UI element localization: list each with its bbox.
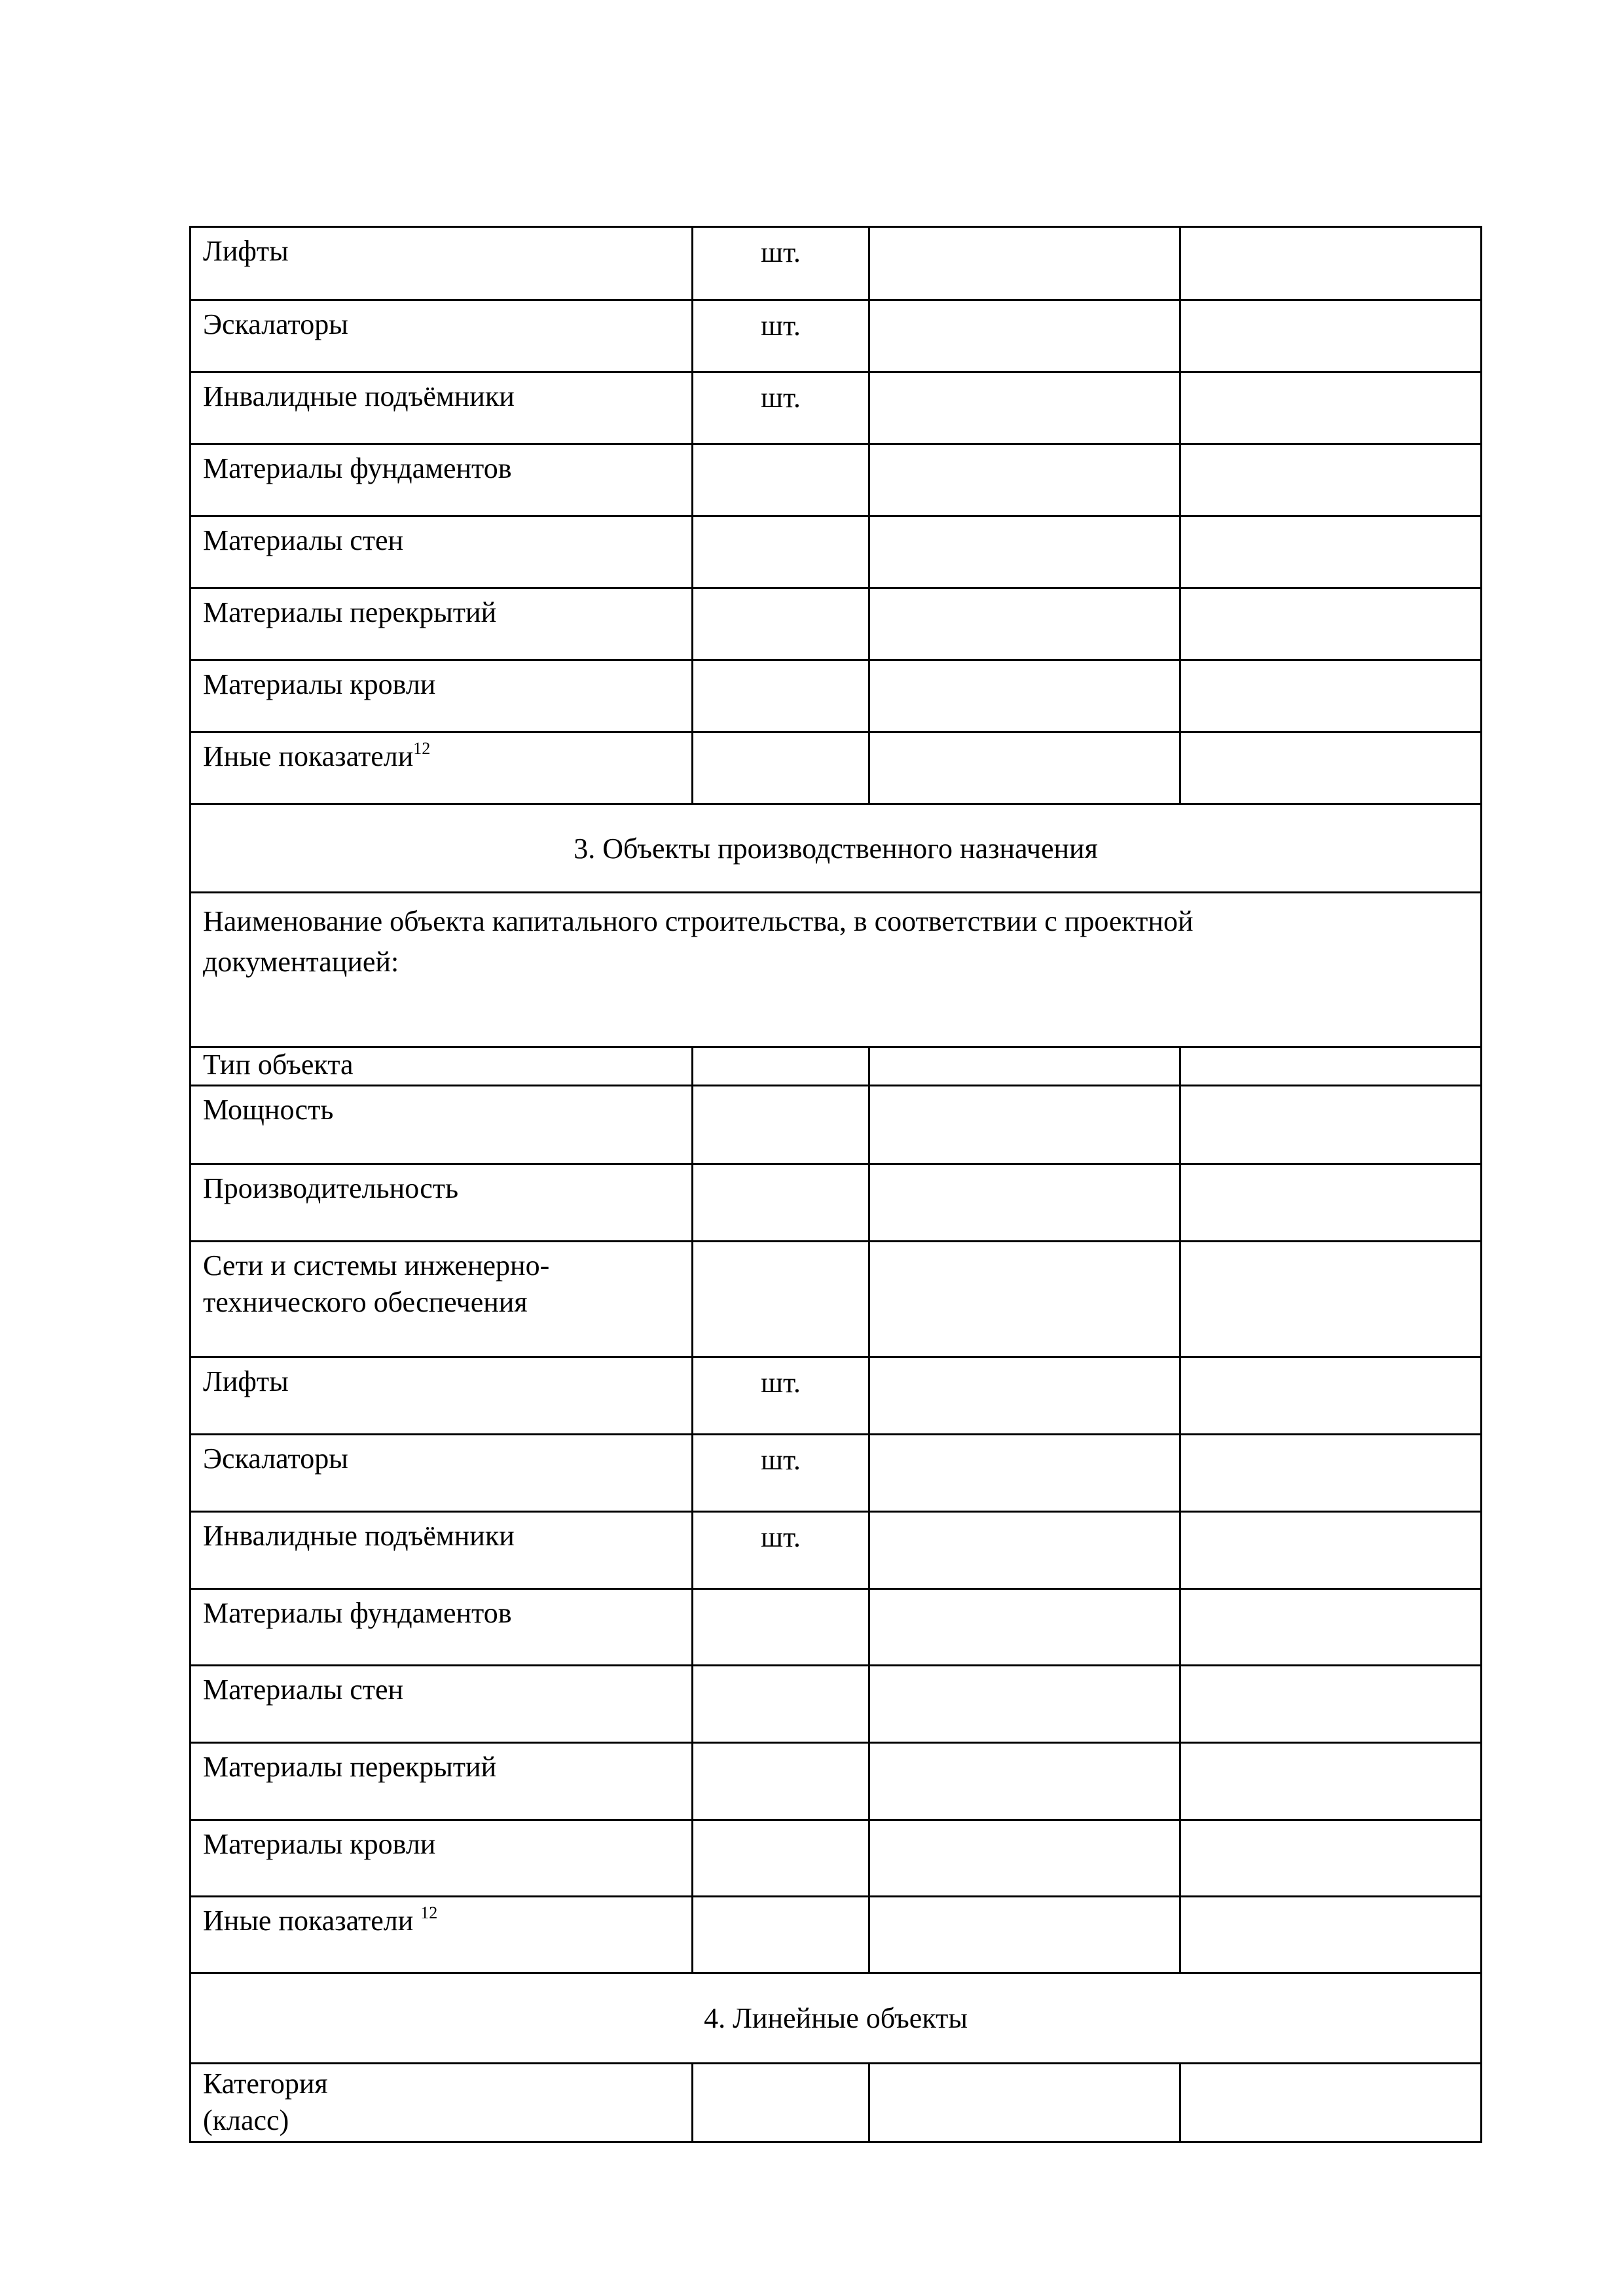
- value-cell[interactable]: [1179, 1356, 1482, 1435]
- table-row: [191, 589, 1482, 661]
- table-row: [191, 1897, 1482, 1974]
- row-label: Инвалидные подъёмники: [203, 1520, 515, 1552]
- table-row: [191, 1821, 1482, 1897]
- table-row: [191, 1590, 1482, 1666]
- unit-label: шт.: [761, 236, 801, 268]
- row-label: Инвалидные подъёмники: [203, 380, 515, 412]
- value-cell[interactable]: [1179, 299, 1482, 373]
- table-row: [191, 301, 1482, 373]
- value-cell[interactable]: [691, 1664, 870, 1744]
- value-cell[interactable]: [1179, 1511, 1482, 1590]
- row-label: Материалы фундаментов: [203, 1597, 512, 1629]
- value-cell[interactable]: [1179, 1240, 1482, 1358]
- row-label: Материалы кровли: [203, 668, 436, 700]
- value-cell[interactable]: [691, 659, 870, 733]
- value-cell[interactable]: [868, 1742, 1181, 1821]
- value-cell[interactable]: [691, 587, 870, 661]
- value-cell[interactable]: [868, 1511, 1181, 1590]
- table-row: [191, 1358, 1482, 1435]
- table-row: [191, 1048, 1482, 1086]
- value-cell[interactable]: [1179, 1433, 1482, 1513]
- row-label: Материалы перекрытий: [203, 596, 497, 628]
- object-name-field[interactable]: [189, 891, 1482, 1048]
- value-cell[interactable]: [868, 226, 1181, 301]
- unit-label: шт.: [761, 382, 801, 414]
- value-cell[interactable]: [1179, 1895, 1482, 1974]
- row-label: Материалы фундаментов: [203, 452, 512, 484]
- row-label: Материалы стен: [203, 524, 404, 556]
- row-label: Сети и системы инженерно- технического обеспечения: [203, 1249, 550, 1318]
- value-cell[interactable]: [1179, 1819, 1482, 1897]
- row-label: Тип объекта: [203, 1049, 354, 1081]
- value-cell[interactable]: [868, 1163, 1181, 1242]
- table-row: [191, 1242, 1482, 1358]
- value-cell[interactable]: [1179, 659, 1482, 733]
- value-cell[interactable]: [868, 2062, 1181, 2143]
- value-cell[interactable]: [691, 443, 870, 517]
- row-label: Материалы кровли: [203, 1828, 436, 1860]
- unit-label: шт.: [761, 1444, 801, 1476]
- value-cell[interactable]: [868, 1588, 1181, 1666]
- section-title: 3. Объекты производственного назначения: [574, 832, 1098, 865]
- value-cell[interactable]: [691, 2062, 870, 2143]
- value-cell[interactable]: [691, 1046, 870, 1086]
- section-header: [191, 1974, 1482, 2064]
- value-cell[interactable]: [691, 1819, 870, 1897]
- value-cell[interactable]: [868, 1664, 1181, 1744]
- row-label: Мощность: [203, 1094, 334, 1126]
- value-cell[interactable]: [691, 1240, 870, 1358]
- value-cell[interactable]: [868, 1046, 1181, 1086]
- value-cell[interactable]: [1179, 371, 1482, 445]
- value-cell[interactable]: [868, 1433, 1181, 1513]
- value-cell[interactable]: [868, 1240, 1181, 1358]
- value-cell[interactable]: [1179, 443, 1482, 517]
- table-row: [191, 445, 1482, 517]
- value-cell[interactable]: [1179, 1588, 1482, 1666]
- value-cell[interactable]: [1179, 1085, 1482, 1165]
- value-cell[interactable]: [691, 1085, 870, 1165]
- row-label: Материалы стен: [203, 1674, 404, 1706]
- table-row: [191, 733, 1482, 805]
- value-cell[interactable]: [1179, 1664, 1482, 1744]
- row-label: Лифты: [203, 235, 289, 267]
- section-header: [191, 805, 1482, 893]
- unit-label: шт.: [761, 1367, 801, 1399]
- row-label: Эскалаторы: [203, 1443, 348, 1475]
- table-row: [191, 1513, 1482, 1590]
- value-cell[interactable]: [868, 371, 1181, 445]
- section-title: 4. Линейные объекты: [704, 2002, 968, 2034]
- row-label: Иные показатели$^{12}$: [203, 739, 431, 772]
- table-row: [191, 2064, 1482, 2143]
- table-row: [191, 1165, 1482, 1242]
- value-cell[interactable]: [1179, 1742, 1482, 1821]
- table-row: [191, 1435, 1482, 1513]
- value-cell[interactable]: [868, 1356, 1181, 1435]
- table-row: [191, 1086, 1482, 1165]
- value-cell[interactable]: [868, 1895, 1181, 1974]
- footnote-ref: 12: [413, 739, 431, 758]
- unit-label: шт.: [761, 310, 801, 342]
- value-cell[interactable]: [868, 587, 1181, 661]
- value-cell[interactable]: [868, 1085, 1181, 1165]
- value-cell[interactable]: [691, 515, 870, 589]
- row-label: Лифты: [203, 1365, 289, 1397]
- value-cell[interactable]: [1179, 2062, 1482, 2143]
- table-row: [191, 228, 1482, 301]
- value-cell[interactable]: [868, 731, 1181, 805]
- object-name-row: [191, 893, 1482, 1048]
- value-cell[interactable]: [1179, 731, 1482, 805]
- row-label: Категория (класс): [203, 2068, 328, 2136]
- value-cell[interactable]: [1179, 515, 1482, 589]
- footnote-ref: 12: [420, 1903, 438, 1922]
- value-cell[interactable]: [691, 1163, 870, 1242]
- row-label: Производительность: [203, 1172, 459, 1204]
- row-label: Материалы перекрытий: [203, 1751, 497, 1783]
- value-cell[interactable]: [868, 1819, 1181, 1897]
- value-cell[interactable]: [868, 443, 1181, 517]
- value-cell[interactable]: [868, 659, 1181, 733]
- table-row: [191, 517, 1482, 589]
- value-cell[interactable]: [691, 1895, 870, 1974]
- value-cell[interactable]: [691, 731, 870, 805]
- object-name-label: Наименование объекта капитального строительства, в соответствии с проектной: [203, 905, 1194, 937]
- unit-label: шт.: [761, 1521, 801, 1553]
- value-cell[interactable]: [691, 1742, 870, 1821]
- table-row: [191, 661, 1482, 733]
- value-cell[interactable]: [868, 515, 1181, 589]
- value-cell[interactable]: [1179, 1046, 1482, 1086]
- table-row: [191, 1744, 1482, 1821]
- table-row: [191, 1666, 1482, 1744]
- row-label: Эскалаторы: [203, 308, 348, 340]
- value-cell[interactable]: [691, 1588, 870, 1666]
- value-cell[interactable]: [1179, 226, 1482, 301]
- table-row: [191, 373, 1482, 445]
- object-name-label-cont: документацией:: [203, 946, 399, 978]
- row-label: Иные показатели $^{12}$: [203, 1903, 438, 1937]
- value-cell[interactable]: [868, 299, 1181, 373]
- value-cell[interactable]: [1179, 1163, 1482, 1242]
- value-cell[interactable]: [1179, 587, 1482, 661]
